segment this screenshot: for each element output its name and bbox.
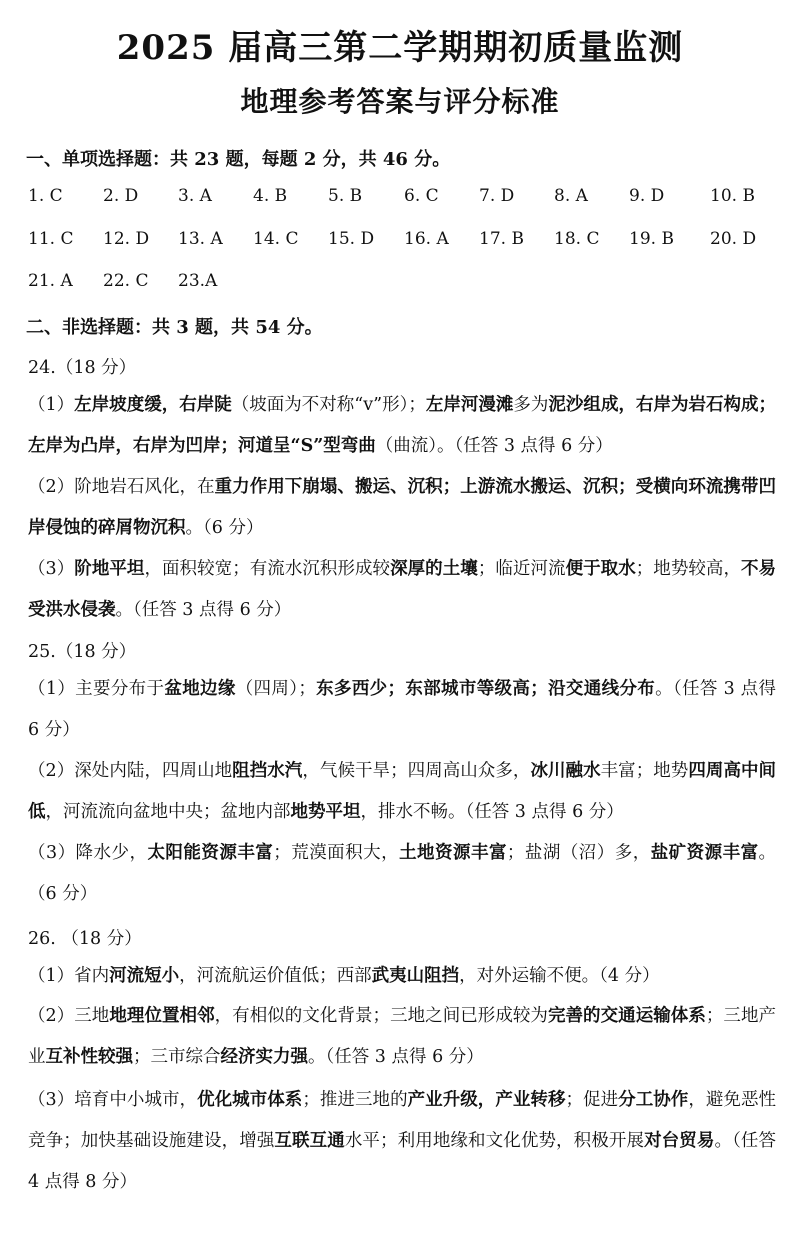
answer-text: （3）降水少， — [28, 843, 148, 863]
q26-part2 — [28, 996, 776, 1078]
answer-item: 20. D — [710, 229, 757, 249]
key-point: 冰川融水 — [530, 761, 601, 781]
answer-row-2 — [28, 229, 788, 257]
answer-text: 多为 — [513, 395, 549, 415]
answer-text: ，河流流向盆地中央；盆地内部 — [45, 802, 291, 822]
answer-item: 14. C — [253, 229, 299, 249]
answer-text: ；荒漠面积大， — [273, 843, 400, 863]
key-point: 阶地平坦 — [74, 559, 145, 579]
key-point: 河流短小 — [109, 966, 180, 986]
answer-text: ，排水不畅。（任答 3 点得 6 分） — [360, 802, 624, 822]
answer-item: 10. B — [710, 186, 755, 206]
q25-label: 25.（18 分） — [28, 642, 137, 662]
answer-text: 。（6 分） — [28, 843, 777, 904]
answer-item: 7. D — [479, 186, 515, 206]
answer-text: （2）三地 — [28, 1006, 110, 1026]
answer-text: ，对外运输不便。（4 分） — [459, 966, 660, 986]
q24-part1 — [28, 385, 776, 467]
answer-text: ，河流航运价值低；西部 — [179, 966, 372, 986]
answer-text: ，避免恶性竞争；加快基础设施建设，增强 — [28, 1090, 777, 1151]
q25-part1 — [28, 669, 776, 751]
answer-text: ；三地产业 — [28, 1006, 777, 1067]
answer-text: （3） — [28, 559, 75, 579]
key-point: 地理位置相邻 — [109, 1006, 215, 1026]
q26-part1 — [28, 956, 776, 997]
key-point: 分工协作 — [618, 1090, 689, 1110]
answer-text: 。（任答 3 点得 6 分） — [115, 600, 292, 620]
key-point: 左岸河漫滩 — [425, 395, 514, 415]
answer-text: ；促进 — [565, 1090, 619, 1110]
answer-item: 3. A — [178, 186, 212, 206]
answer-item: 11. C — [28, 229, 74, 249]
q24-label: 24.（18 分） — [28, 358, 137, 378]
key-point: 盆地边缘 — [164, 679, 236, 699]
key-point: 对台贸易 — [644, 1131, 715, 1151]
answer-item: 22. C — [103, 271, 149, 291]
answer-item: 9. D — [629, 186, 665, 206]
answer-item: 1. C — [28, 186, 63, 206]
answer-text: 。（任答 3 点得 6 分） — [28, 679, 777, 740]
key-point: 土地资源丰富 — [399, 843, 507, 863]
key-point: 地势平坦 — [290, 802, 361, 822]
key-point: 完善的交通运输体系 — [547, 1006, 706, 1026]
answer-text: ；地势较高， — [635, 559, 742, 579]
page-title: 2025 届高三第二学期期初质量监测 — [116, 28, 684, 68]
answer-item: 2. D — [103, 186, 139, 206]
answer-text: （2）阶地岩石风化，在 — [28, 477, 215, 497]
key-point: 互联互通 — [274, 1131, 345, 1151]
answer-item: 16. A — [404, 229, 449, 249]
q26-part3 — [28, 1080, 776, 1203]
q25-part3 — [28, 833, 776, 915]
key-point: 盐矿资源丰富 — [650, 843, 759, 863]
key-point: 深厚的土壤 — [390, 559, 478, 579]
answer-text: 。（6 分） — [185, 518, 264, 538]
answer-text: ；推进三地的 — [302, 1090, 408, 1110]
section1-heading: 一、单项选择题：共 23 题，每题 2 分，共 46 分。 — [26, 149, 451, 170]
answer-item: 18. C — [554, 229, 600, 249]
answer-row-3 — [28, 271, 788, 299]
answer-item: 8. A — [554, 186, 588, 206]
q24-part2 — [28, 467, 776, 549]
q25-part2 — [28, 751, 776, 833]
answer-item: 6. C — [404, 186, 439, 206]
answer-text: ；三市综合 — [133, 1047, 221, 1067]
answer-text: ，面积较宽；有流水沉积形成较 — [144, 559, 391, 579]
key-point: 经济实力强 — [220, 1047, 308, 1067]
answer-item: 15. D — [328, 229, 375, 249]
answer-text: （1）主要分布于 — [28, 679, 165, 699]
answer-text: （四周）； — [235, 679, 316, 699]
answer-item: 17. B — [479, 229, 524, 249]
key-point: 四周高中间低 — [28, 761, 777, 822]
answer-text: （曲流）。（任答 3 点得 6 分） — [375, 436, 613, 456]
answer-item: 13. A — [178, 229, 223, 249]
answer-text: ；临近河流 — [477, 559, 566, 579]
answer-text: （3）培育中小城市， — [28, 1090, 198, 1110]
answer-item: 12. D — [103, 229, 150, 249]
answer-item: 23.A — [178, 271, 218, 291]
answer-item: 19. B — [629, 229, 674, 249]
section2-heading: 二、非选择题：共 3 题，共 54 分。 — [26, 317, 323, 338]
answer-text: 。（任答 3 点得 6 分） — [308, 1047, 484, 1067]
key-point: 阻挡水汽 — [232, 761, 303, 781]
key-point: 重力作用下崩塌、搬运、沉积；上游流水搬运、沉积；受横向环流携带凹岸侵蚀的碎屑物沉积 — [28, 477, 776, 538]
answer-item: 21. A — [28, 271, 73, 291]
answer-text: ，有相似的文化背景；三地之间已形成较为 — [214, 1006, 548, 1026]
key-point: 便于取水 — [565, 559, 636, 579]
answer-row-1 — [28, 186, 788, 214]
key-point: 优化城市体系 — [197, 1090, 303, 1110]
page-subtitle: 地理参考答案与评分标准 — [240, 85, 560, 118]
answer-text: 。（任答 4 点得 8 分） — [28, 1131, 777, 1192]
key-point: 东多西少；东部城市等级高；沿交通线分布 — [315, 679, 656, 699]
key-point: 产业升级，产业转移 — [407, 1090, 566, 1110]
key-point: 不易受洪水侵袭 — [28, 559, 777, 620]
key-point: 武夷山阻挡 — [371, 966, 460, 986]
key-point: 左岸坡度缓，右岸陡 — [74, 395, 232, 415]
q24-part3 — [28, 549, 776, 631]
key-point: 互补性较强 — [45, 1047, 133, 1067]
answer-text: （1）省内 — [28, 966, 110, 986]
key-point: 泥沙组成，右岸为岩石构成；左岸为凸岸，右岸为凹岸；河道呈“S”型弯曲 — [28, 395, 777, 456]
answer-item: 4. B — [253, 186, 288, 206]
answer-text: ；盐湖（沼）多， — [506, 843, 651, 863]
answer-text: （坡面为不对称“v”形）； — [231, 395, 426, 415]
key-point: 太阳能资源丰富 — [147, 843, 274, 863]
q26-label: 26. （18 分） — [28, 929, 142, 949]
answer-text: （2）深处内陆，四周山地 — [28, 761, 233, 781]
answer-text: 水平；利用地缘和文化优势，积极开展 — [344, 1131, 645, 1151]
answer-item: 5. B — [328, 186, 363, 206]
answer-text: 丰富；地势 — [600, 761, 689, 781]
answer-text: ，气候干旱；四周高山众多， — [302, 761, 531, 781]
answer-text: （1） — [28, 395, 75, 415]
